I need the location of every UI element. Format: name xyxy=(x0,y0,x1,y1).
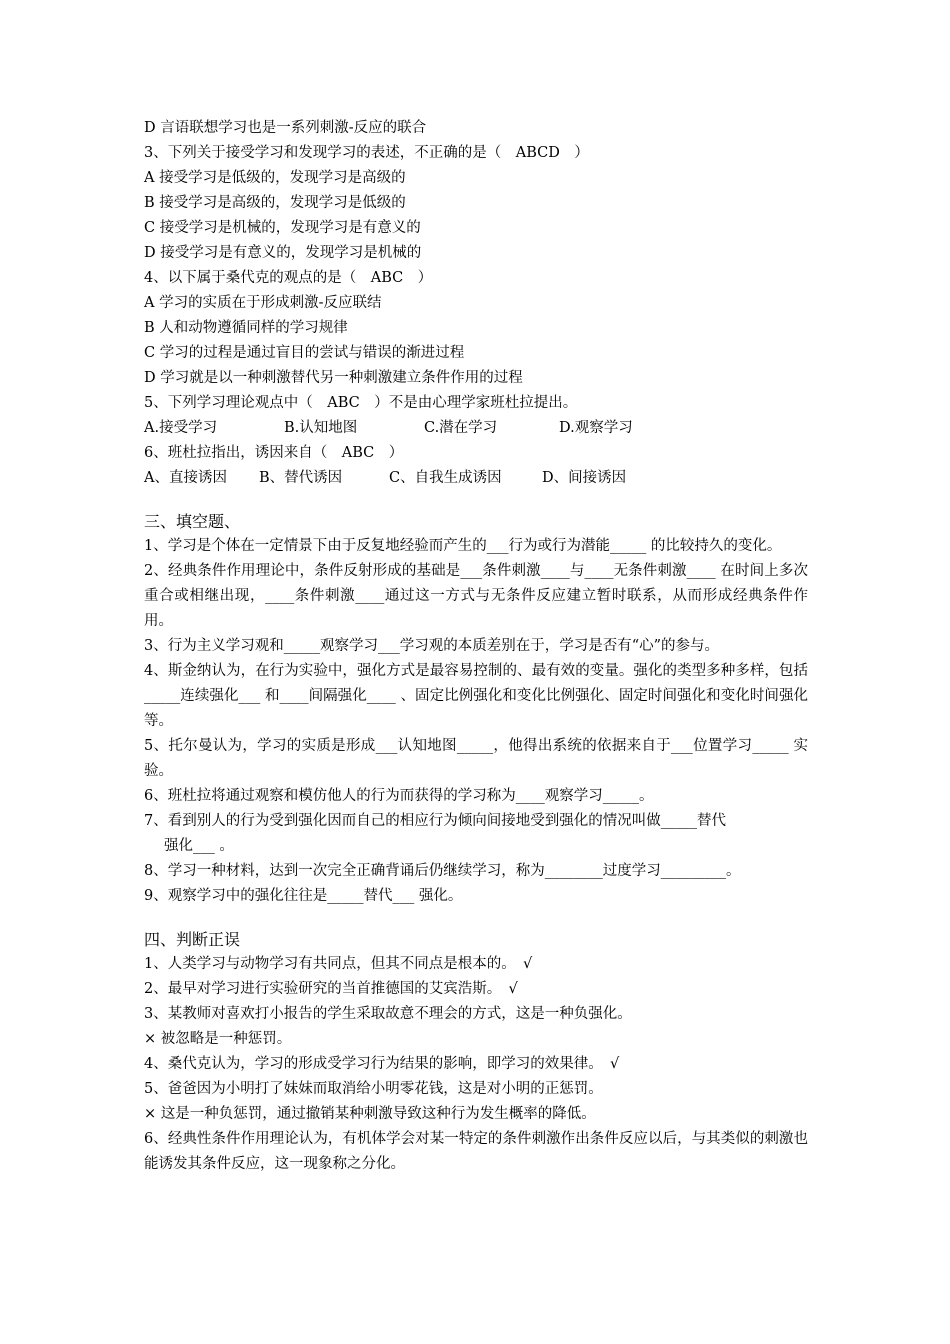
fill-item-3: 3、行为主义学习观和_____观察学习___学习观的本质差别在于，学习是否有“心”的参与。 xyxy=(144,638,720,654)
judge-item-1: 1、人类学习与动物学习有共同点，但其不同点是根本的。 √ xyxy=(144,956,533,972)
q6-question: 6、班杜拉指出，诱因来自（ ABC ） xyxy=(144,445,404,461)
judge-item-3-answer: × 被忽略是一种惩罚。 xyxy=(144,1031,292,1047)
fill-section-heading: 三、填空题、 xyxy=(144,512,241,531)
q5-question: 5、下列学习理论观点中（ ABC ）不是由心理学家班杜拉提出。 xyxy=(144,395,578,411)
fill-item-9: 9、观察学习中的强化往往是_____替代___ 强化。 xyxy=(144,888,463,904)
q3-option-d: D 接受学习是有意义的，发现学习是机械的 xyxy=(144,245,422,261)
q3-option-c: C 接受学习是机械的，发现学习是有意义的 xyxy=(144,220,421,236)
q6-option-b: B、替代诱因 xyxy=(259,470,343,486)
judge-item-5-answer: × 这是一种负惩罚，通过撤销某种刺激导致这种行为发生概率的降低。 xyxy=(144,1106,596,1122)
judge-item-4: 4、桑代克认为，学习的形成受学习行为结果的影响，即学习的效果律。 √ xyxy=(144,1056,620,1072)
q4-option-b: B 人和动物遵循同样的学习规律 xyxy=(144,320,348,336)
judge-item-5: 5、爸爸因为小明打了妹妹而取消给小明零花钱，这是对小明的正惩罚。 xyxy=(144,1081,603,1097)
fill-item-8: 8、学习一种材料，达到一次完全正确背诵后仍继续学习，称为________过度学习_________。 xyxy=(144,863,741,879)
judge-item-6: 6、经典性条件作用理论认为，有机体学会对某一特定的条件刺激作出条件反应以后，与其类似的刺激也能诱发其条件反应，这一现象称之分化。 xyxy=(144,1131,808,1172)
q5-option-a: A.接受学习 xyxy=(144,420,218,436)
fill-item-6: 6、班杜拉将通过观察和模仿他人的行为而获得的学习称为____观察学习_____。 xyxy=(144,788,654,804)
document-page xyxy=(144,116,808,1177)
fill-item-2: 2、经典条件作用理论中，条件反射形成的基础是___条件刺激____与____无条件刺激____ 在时间上多次重合或相继出现，____条件刺激____通过这一方式与无条件反应建立暂时联系，从而形成经典条件作用。 xyxy=(144,563,808,629)
q2-option-d: D 言语联想学习也是一系列刺激-反应的联合 xyxy=(144,120,427,136)
q6-option-d: D、间接诱因 xyxy=(542,470,627,486)
q4-option-a: A 学习的实质在于形成刺激-反应联结 xyxy=(144,295,382,311)
q6-option-a: A、直接诱因 xyxy=(144,470,227,486)
fill-item-7-continued: 强化___ 。 xyxy=(164,838,234,854)
fill-item-1: 1、学习是个体在一定情景下由于反复地经验而产生的___行为或行为潜能_____ 的比较持久的变化。 xyxy=(144,538,782,554)
q4-option-d: D 学习就是以一种刺激替代另一种刺激建立条件作用的过程 xyxy=(144,370,523,386)
q3-question: 3、下列关于接受学习和发现学习的表述，不正确的是（ ABCD ） xyxy=(144,145,589,161)
fill-item-4: 4、斯金纳认为，在行为实验中，强化方式是最容易控制的、最有效的变量。强化的类型多种多样，包括_____连续强化___ 和____间隔强化____ 、固定比例强化和变化比例强化、固定时间强化和变化时间强化等。 xyxy=(144,663,808,729)
q5-option-c: C.潜在学习 xyxy=(424,420,498,436)
q3-option-a: A 接受学习是低级的，发现学习是高级的 xyxy=(144,170,406,186)
judge-item-2: 2、最早对学习进行实验研究的当首推德国的艾宾浩斯。 √ xyxy=(144,981,518,997)
q4-option-c: C 学习的过程是通过盲目的尝试与错误的渐进过程 xyxy=(144,345,465,361)
fill-item-5: 5、托尔曼认为，学习的实质是形成___认知地图_____，他得出系统的依据来自于___位置学习_____ 实验。 xyxy=(144,738,808,779)
judge-section-heading: 四、判断正误 xyxy=(144,930,241,949)
q3-option-b: B 接受学习是高级的，发现学习是低级的 xyxy=(144,195,406,211)
q6-option-c: C、自我生成诱因 xyxy=(389,470,502,486)
q4-question: 4、以下属于桑代克的观点的是（ ABC ） xyxy=(144,270,433,286)
q5-option-d: D.观察学习 xyxy=(559,420,633,436)
fill-item-7: 7、看到别人的行为受到强化因而自己的相应行为倾向间接地受到强化的情况叫做_____替代 xyxy=(144,813,726,829)
q5-options xyxy=(144,416,808,441)
judge-item-3: 3、某教师对喜欢打小报告的学生采取故意不理会的方式，这是一种负强化。 xyxy=(144,1006,632,1022)
q6-options xyxy=(144,466,808,491)
q5-option-b: B.认知地图 xyxy=(284,420,358,436)
